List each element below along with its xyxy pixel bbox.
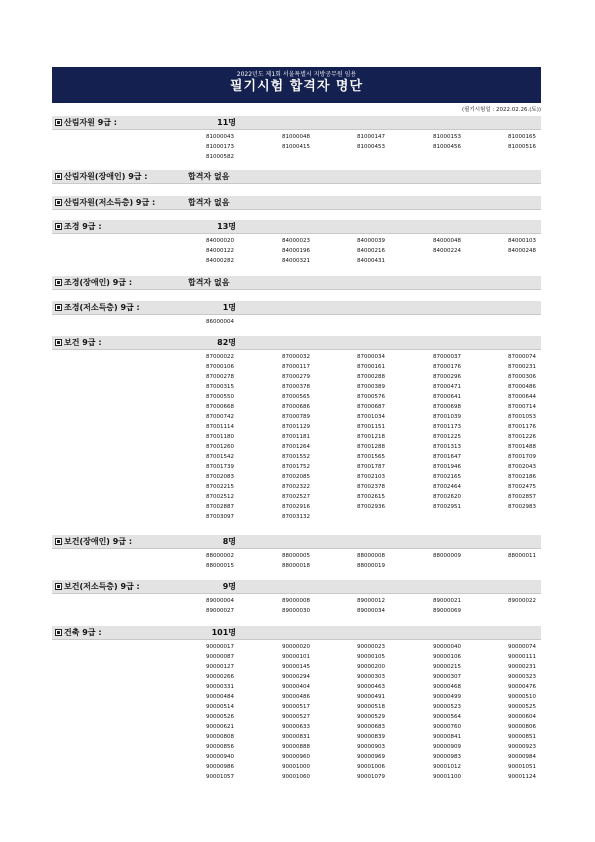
section-header [52, 535, 541, 549]
candidate-id: 87001173 [433, 424, 461, 430]
id-row [52, 142, 541, 152]
square-bullet-icon [55, 173, 62, 180]
candidate-id: 87001288 [357, 444, 385, 450]
candidate-id: 87001114 [206, 424, 234, 430]
section-count: 합격자 없음 [188, 278, 230, 287]
id-list [52, 236, 541, 266]
candidate-id: 87001129 [282, 424, 310, 430]
candidate-id: 90000760 [433, 724, 461, 730]
candidate-id: 87001053 [508, 414, 536, 420]
candidate-id: 90000484 [206, 694, 234, 700]
id-row [52, 732, 541, 742]
candidate-id: 88000015 [206, 563, 234, 569]
candidate-id: 87000687 [357, 404, 385, 410]
section [52, 116, 541, 162]
id-row [52, 352, 541, 362]
candidate-id: 87000279 [282, 374, 310, 380]
candidate-id: 87003097 [206, 514, 234, 520]
candidate-id: 90000323 [508, 674, 536, 680]
candidate-id: 90000604 [508, 714, 536, 720]
id-row [52, 762, 541, 772]
section-count: 합격자 없음 [188, 198, 230, 207]
candidate-id: 89000008 [282, 598, 310, 604]
candidate-id: 90000331 [206, 684, 234, 690]
candidate-id: 90000527 [282, 714, 310, 720]
candidate-id: 89000004 [206, 598, 234, 604]
section-header [52, 116, 541, 130]
candidate-id: 87000034 [357, 354, 385, 360]
id-list [52, 596, 541, 616]
section-label: 보건 9급 : [64, 338, 102, 347]
candidate-id: 87000117 [282, 364, 310, 370]
candidate-id: 87000550 [206, 394, 234, 400]
candidate-id: 90000105 [357, 654, 385, 660]
candidate-id: 86000004 [206, 319, 234, 325]
section [52, 626, 541, 782]
candidate-id: 90000841 [433, 734, 461, 740]
id-row [52, 772, 541, 782]
candidate-id: 90000074 [508, 644, 536, 650]
section-header [52, 626, 541, 640]
candidate-id: 90000499 [433, 694, 461, 700]
id-row [52, 432, 541, 442]
candidate-id: 87002620 [433, 494, 461, 500]
id-row [52, 702, 541, 712]
candidate-id: 87001226 [508, 434, 536, 440]
candidate-id: 90000564 [433, 714, 461, 720]
id-row [52, 662, 541, 672]
candidate-id: 87002512 [206, 494, 234, 500]
candidate-id: 87000022 [206, 354, 234, 360]
candidate-id: 87000486 [508, 384, 536, 390]
candidate-id: 90001006 [357, 764, 385, 770]
candidate-id: 87000176 [433, 364, 461, 370]
candidate-id: 87001787 [357, 464, 385, 470]
candidate-id: 90000683 [357, 724, 385, 730]
candidate-id: 87001647 [433, 454, 461, 460]
candidate-id: 87002103 [357, 474, 385, 480]
candidate-id: 90000023 [357, 644, 385, 650]
id-row [52, 682, 541, 692]
candidate-id: 90000888 [282, 744, 310, 750]
section [52, 276, 541, 290]
section-header [52, 170, 541, 184]
document-header [52, 67, 541, 103]
candidate-id: 89000021 [433, 598, 461, 604]
id-row [52, 642, 541, 652]
section [52, 580, 541, 616]
candidate-id: 84000020 [206, 238, 234, 244]
id-row [52, 422, 541, 432]
id-row [52, 502, 541, 512]
candidate-id: 87002215 [206, 484, 234, 490]
candidate-id: 89000034 [357, 608, 385, 614]
section [52, 196, 541, 210]
candidate-id: 89000027 [206, 608, 234, 614]
candidate-id: 87000644 [508, 394, 536, 400]
candidate-id: 88000005 [282, 553, 310, 559]
candidate-id: 90000101 [282, 654, 310, 660]
candidate-id: 87000686 [282, 404, 310, 410]
id-row [52, 317, 541, 327]
candidate-id: 90000621 [206, 724, 234, 730]
id-list [52, 132, 541, 162]
id-row [52, 742, 541, 752]
candidate-id: 87000576 [357, 394, 385, 400]
section-label: 산림자원 9급 : [64, 118, 117, 127]
candidate-id: 90000986 [206, 764, 234, 770]
section-label: 산림자원(저소득층) 9급 : [64, 198, 156, 207]
candidate-id: 90000518 [357, 704, 385, 710]
candidate-id: 87000471 [433, 384, 461, 390]
candidate-id: 87001176 [508, 424, 536, 430]
candidate-id: 87000565 [282, 394, 310, 400]
candidate-id: 87000161 [357, 364, 385, 370]
candidate-id: 87000296 [433, 374, 461, 380]
candidate-id: 87002615 [357, 494, 385, 500]
candidate-id: 90000831 [282, 734, 310, 740]
candidate-id: 90000463 [357, 684, 385, 690]
candidate-id: 81000415 [282, 144, 310, 150]
section-header [52, 336, 541, 350]
section-count: 합격자 없음 [188, 172, 230, 181]
candidate-id: 90000526 [206, 714, 234, 720]
candidate-id: 87001488 [508, 444, 536, 450]
candidate-id: 87002464 [433, 484, 461, 490]
candidate-id: 87000789 [282, 414, 310, 420]
candidate-id: 90000111 [508, 654, 536, 660]
candidate-id: 90001057 [206, 774, 234, 780]
candidate-id: 87001552 [282, 454, 310, 460]
candidate-id: 90000514 [206, 704, 234, 710]
square-bullet-icon [55, 279, 62, 286]
candidate-id: 90000127 [206, 664, 234, 670]
candidate-id: 87001946 [433, 464, 461, 470]
candidate-id: 87001039 [433, 414, 461, 420]
candidate-id: 87000641 [433, 394, 461, 400]
candidate-id: 81000582 [206, 154, 234, 160]
candidate-id: 84000431 [357, 258, 385, 264]
candidate-id: 90000510 [508, 694, 536, 700]
candidate-id: 87002085 [282, 474, 310, 480]
candidate-id: 84000321 [282, 258, 310, 264]
section-header [52, 580, 541, 594]
section-count: 9명 [222, 582, 236, 591]
candidate-id: 81000453 [357, 144, 385, 150]
candidate-id: 90000923 [508, 744, 536, 750]
candidate-id: 87001180 [206, 434, 234, 440]
header-title: 필기시험 합격자 명단 [229, 79, 364, 94]
id-row [52, 472, 541, 482]
section [52, 170, 541, 184]
candidate-id: 90000491 [357, 694, 385, 700]
id-row [52, 442, 541, 452]
candidate-id: 87001151 [357, 424, 385, 430]
candidate-id: 87001225 [433, 434, 461, 440]
candidate-id: 89000030 [282, 608, 310, 614]
candidate-id: 89000022 [508, 598, 536, 604]
candidate-id: 87002186 [508, 474, 536, 480]
id-row [52, 722, 541, 732]
candidate-id: 81000048 [282, 134, 310, 140]
candidate-id: 90000215 [433, 664, 461, 670]
candidate-id: 90001051 [508, 764, 536, 770]
candidate-id: 87000106 [206, 364, 234, 370]
id-row [52, 692, 541, 702]
candidate-id: 84000023 [282, 238, 310, 244]
candidate-id: 88000002 [206, 553, 234, 559]
section-label: 보건(장애인) 9급 : [64, 537, 133, 546]
candidate-id: 87002857 [508, 494, 536, 500]
candidate-id: 87001181 [282, 434, 310, 440]
candidate-id: 90000839 [357, 734, 385, 740]
candidate-id: 84000048 [433, 238, 461, 244]
header-subtitle: 2022년도 제1회 서울특별시 지방공무원 임용 [236, 71, 357, 78]
candidate-id: 87002475 [508, 484, 536, 490]
id-row [52, 551, 541, 561]
candidate-id: 90001000 [282, 764, 310, 770]
candidate-id: 81000043 [206, 134, 234, 140]
candidate-id: 81000165 [508, 134, 536, 140]
candidate-id: 87000742 [206, 414, 234, 420]
candidate-id: 90000231 [508, 664, 536, 670]
square-bullet-icon [55, 223, 62, 230]
id-list [52, 551, 541, 571]
candidate-id: 90000903 [357, 744, 385, 750]
square-bullet-icon [55, 538, 62, 545]
candidate-id: 90001079 [357, 774, 385, 780]
section-count: 11명 [217, 118, 236, 127]
candidate-id: 90001124 [508, 774, 536, 780]
candidate-id: 90000040 [433, 644, 461, 650]
candidate-id: 84000282 [206, 258, 234, 264]
candidate-id: 87002043 [508, 464, 536, 470]
candidate-id: 84000196 [282, 248, 310, 254]
candidate-id: 90000851 [508, 734, 536, 740]
square-bullet-icon [55, 304, 62, 311]
candidate-id: 90000145 [282, 664, 310, 670]
candidate-id: 90000983 [433, 754, 461, 760]
candidate-id: 87000306 [508, 374, 536, 380]
id-row [52, 672, 541, 682]
square-bullet-icon [55, 629, 62, 636]
candidate-id: 90000200 [357, 664, 385, 670]
section-label: 산림자원(장애인) 9급 : [64, 172, 148, 181]
candidate-id: 90000633 [282, 724, 310, 730]
candidate-id: 87000668 [206, 404, 234, 410]
candidate-id: 87001752 [282, 464, 310, 470]
id-row [52, 362, 541, 372]
candidate-id: 90001100 [433, 774, 461, 780]
candidate-id: 90000087 [206, 654, 234, 660]
candidate-id: 84000103 [508, 238, 536, 244]
section [52, 336, 541, 522]
candidate-id: 88000011 [508, 553, 536, 559]
candidate-id: 90000808 [206, 734, 234, 740]
candidate-id: 81000147 [357, 134, 385, 140]
candidate-id: 90000476 [508, 684, 536, 690]
candidate-id: 90000468 [433, 684, 461, 690]
candidate-id: 84000248 [508, 248, 536, 254]
candidate-id: 87000037 [433, 354, 461, 360]
candidate-id: 87001218 [357, 434, 385, 440]
candidate-id: 89000012 [357, 598, 385, 604]
id-row [52, 246, 541, 256]
candidate-id: 87000714 [508, 404, 536, 410]
candidate-id: 90000525 [508, 704, 536, 710]
section-header [52, 196, 541, 210]
candidate-id: 90000017 [206, 644, 234, 650]
candidate-id: 90000303 [357, 674, 385, 680]
id-row [52, 236, 541, 246]
candidate-id: 87000288 [357, 374, 385, 380]
id-row [52, 512, 541, 522]
id-row [52, 482, 541, 492]
candidate-id: 88000019 [357, 563, 385, 569]
section-count: 82명 [217, 338, 236, 347]
id-row [52, 256, 541, 266]
candidate-id: 87000389 [357, 384, 385, 390]
candidate-id: 87001739 [206, 464, 234, 470]
id-list [52, 317, 541, 327]
candidate-id: 81000173 [206, 144, 234, 150]
candidate-id: 90000523 [433, 704, 461, 710]
section-count: 1명 [222, 303, 236, 312]
section [52, 301, 541, 327]
candidate-id: 90000909 [433, 744, 461, 750]
candidate-id: 90000266 [206, 674, 234, 680]
candidate-id: 81000153 [433, 134, 461, 140]
candidate-id: 90000307 [433, 674, 461, 680]
candidate-id: 87000698 [433, 404, 461, 410]
section-label: 조경(저소득층) 9급 : [64, 303, 140, 312]
candidate-id: 90000969 [357, 754, 385, 760]
candidate-id: 90000486 [282, 694, 310, 700]
candidate-id: 84000216 [357, 248, 385, 254]
candidate-id: 87001565 [357, 454, 385, 460]
section-label: 조경(장애인) 9급 : [64, 278, 133, 287]
candidate-id: 87002527 [282, 494, 310, 500]
section-label: 조경 9급 : [64, 222, 102, 231]
candidate-id: 87003132 [282, 514, 310, 520]
candidate-id: 81000516 [508, 144, 536, 150]
candidate-id: 87002936 [357, 504, 385, 510]
id-list [52, 642, 541, 782]
candidate-id: 89000069 [433, 608, 461, 614]
candidate-id: 87002983 [508, 504, 536, 510]
candidate-id: 88000009 [433, 553, 461, 559]
section-header [52, 276, 541, 290]
section-label: 건축 9급 : [64, 628, 102, 637]
candidate-id: 87002951 [433, 504, 461, 510]
section [52, 535, 541, 571]
candidate-id: 84000122 [206, 248, 234, 254]
id-row [52, 152, 541, 162]
square-bullet-icon [55, 119, 62, 126]
square-bullet-icon [55, 339, 62, 346]
id-row [52, 392, 541, 402]
id-row [52, 492, 541, 502]
candidate-id: 87000315 [206, 384, 234, 390]
square-bullet-icon [55, 583, 62, 590]
candidate-id: 84000039 [357, 238, 385, 244]
candidate-id: 87000032 [282, 354, 310, 360]
id-row [52, 712, 541, 722]
id-row [52, 372, 541, 382]
id-row [52, 752, 541, 762]
candidate-id: 87001034 [357, 414, 385, 420]
candidate-id: 87001709 [508, 454, 536, 460]
id-row [52, 561, 541, 571]
candidate-id: 87001313 [433, 444, 461, 450]
id-row [52, 402, 541, 412]
candidate-id: 87002916 [282, 504, 310, 510]
candidate-id: 90000806 [508, 724, 536, 730]
candidate-id: 87000278 [206, 374, 234, 380]
square-bullet-icon [55, 199, 62, 206]
candidate-id: 87000074 [508, 354, 536, 360]
candidate-id: 90001060 [282, 774, 310, 780]
candidate-id: 87001260 [206, 444, 234, 450]
candidate-id: 90001012 [433, 764, 461, 770]
candidate-id: 90000940 [206, 754, 234, 760]
id-row [52, 462, 541, 472]
section-count: 8명 [222, 537, 236, 546]
candidate-id: 87000378 [282, 384, 310, 390]
candidate-id: 87002378 [357, 484, 385, 490]
candidate-id: 81000456 [433, 144, 461, 150]
id-row [52, 606, 541, 616]
section-header [52, 220, 541, 234]
candidate-id: 87001264 [282, 444, 310, 450]
candidate-id: 90000404 [282, 684, 310, 690]
candidate-id: 90000856 [206, 744, 234, 750]
id-row [52, 132, 541, 142]
candidate-id: 84000224 [433, 248, 461, 254]
id-list [52, 352, 541, 522]
id-row [52, 412, 541, 422]
candidate-id: 90000106 [433, 654, 461, 660]
candidate-id: 90000984 [508, 754, 536, 760]
section-count: 13명 [217, 222, 236, 231]
candidate-id: 87002887 [206, 504, 234, 510]
candidate-id: 90000960 [282, 754, 310, 760]
id-row [52, 652, 541, 662]
candidate-id: 88000018 [282, 563, 310, 569]
candidate-id: 87002083 [206, 474, 234, 480]
candidate-id: 87001542 [206, 454, 234, 460]
exam-date: (필기시험일 : 2022.02.26.(토)) [461, 107, 541, 113]
section-header [52, 301, 541, 315]
id-row [52, 452, 541, 462]
id-row [52, 382, 541, 392]
candidate-id: 90000020 [282, 644, 310, 650]
section-label: 보건(저소득층) 9급 : [64, 582, 140, 591]
id-row [52, 596, 541, 606]
candidate-id: 88000008 [357, 553, 385, 559]
section [52, 220, 541, 266]
candidate-id: 90000294 [282, 674, 310, 680]
candidate-id: 87000231 [508, 364, 536, 370]
candidate-id: 90000529 [357, 714, 385, 720]
candidate-id: 90000517 [282, 704, 310, 710]
section-count: 101명 [211, 628, 236, 637]
candidate-id: 87002165 [433, 474, 461, 480]
candidate-id: 87002322 [282, 484, 310, 490]
